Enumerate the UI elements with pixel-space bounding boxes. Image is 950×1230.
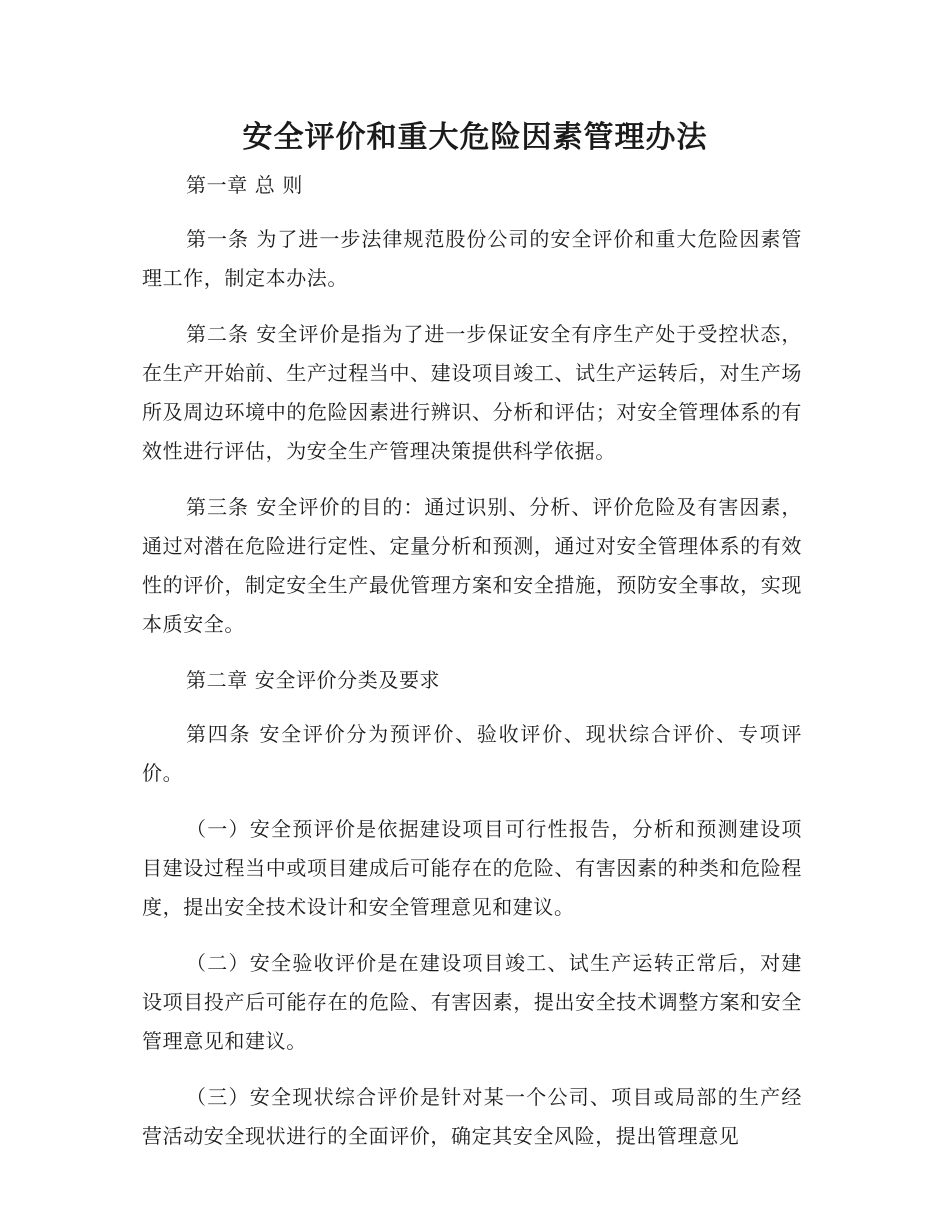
document-body bbox=[142, 166, 802, 1173]
sub-item-paragraph: （一）安全预评价是依据建设项目可行性报告，分析和预测建设项目建设过程当中或项目建成后可能存在的危险、有害因素的种类和危险程度，提出安全技术设计和安全管理意见和建议。 bbox=[142, 817, 802, 919]
article-paragraph: 第二条 安全评价是指为了进一步保证安全有序生产处于受控状态，在生产开始前、生产过程当中、建设项目竣工、试生产运转后，对生产场所及周边环境中的危险因素进行辨识、分析和评估；对安全管理体系的有效性进行评估，为安全生产管理决策提供科学依据。 bbox=[142, 322, 802, 463]
article-paragraph: 第一条 为了进一步法律规范股份公司的安全评价和重大危险因素管理工作，制定本办法。 bbox=[142, 227, 802, 290]
sub-item-paragraph: （三）安全现状综合评价是针对某一个公司、项目或局部的生产经营活动安全现状进行的全面评价，确定其安全风险，提出管理意见 bbox=[142, 1085, 802, 1148]
article-paragraph: 第四条 安全评价分为预评价、验收评价、现状综合评价、专项评价。 bbox=[142, 722, 802, 785]
article-paragraph: 第三条 安全评价的目的：通过识别、分析、评价危险及有害因素，通过对潜在危险进行定性、定量分析和预测，通过对安全管理体系的有效性的评价，制定安全生产最优管理方案和安全措施，预防安全事故，实现本质安全。 bbox=[142, 495, 802, 636]
sub-item-paragraph: （二）安全验收评价是在建设项目竣工、试生产运转正常后，对建设项目投产后可能存在的危险、有害因素，提出安全技术调整方案和安全管理意见和建议。 bbox=[142, 951, 802, 1053]
chapter-heading: 第一章 总 则 bbox=[186, 173, 303, 197]
document-title: 安全评价和重大危险因素管理办法 bbox=[242, 120, 708, 155]
chapter-heading: 第二章 安全评价分类及要求 bbox=[186, 668, 441, 692]
